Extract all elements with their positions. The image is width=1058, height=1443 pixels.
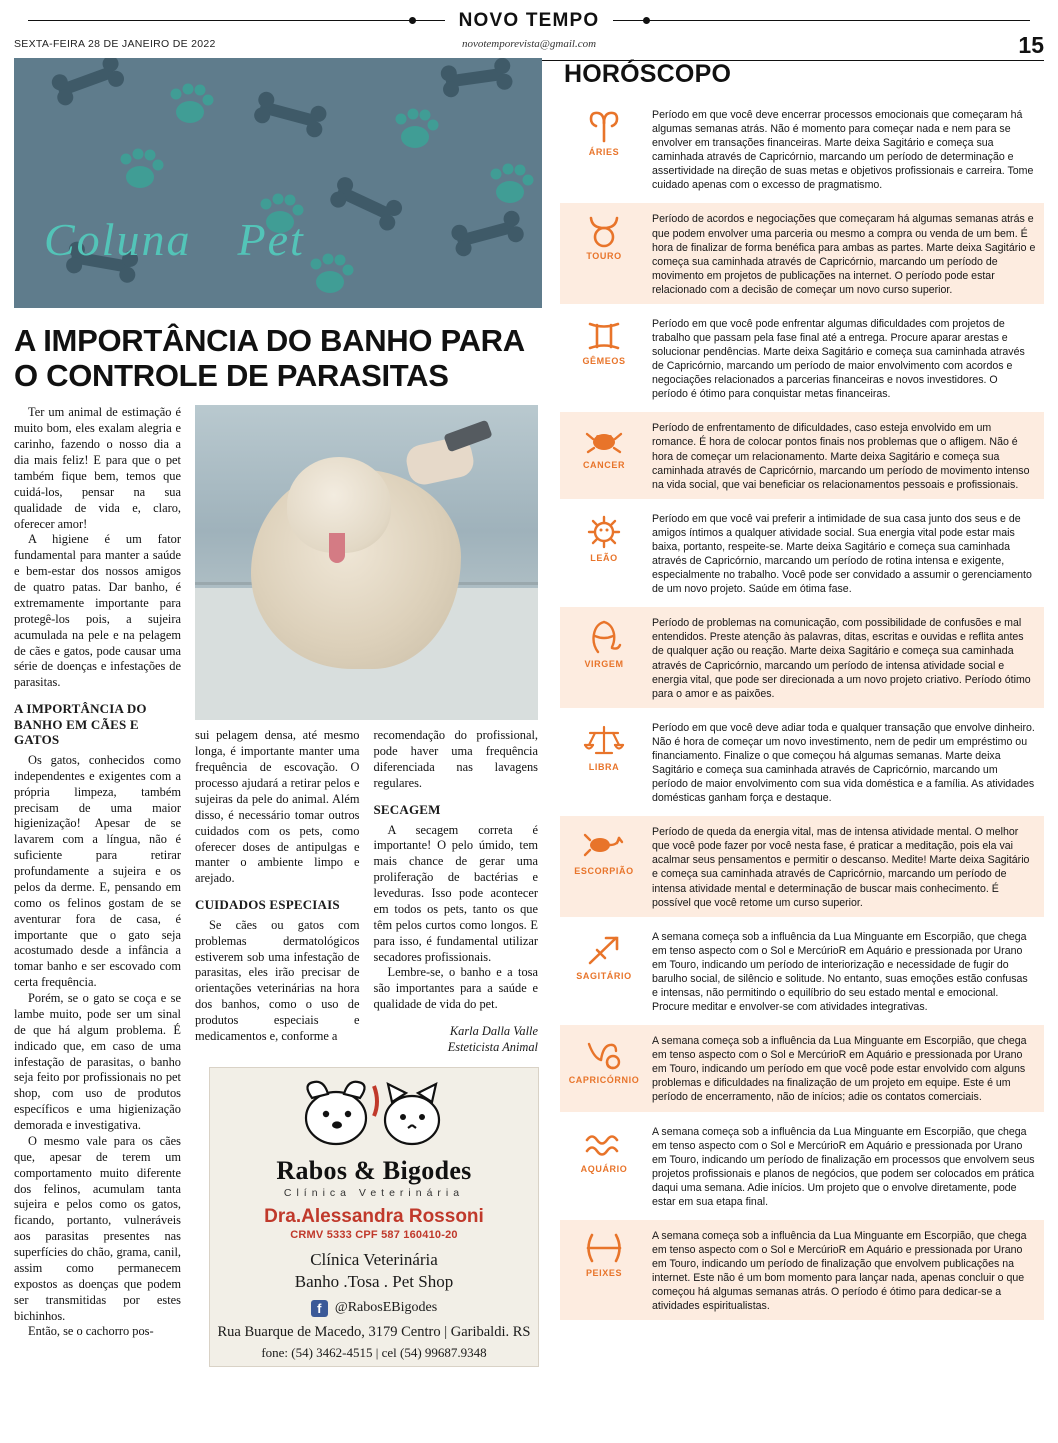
taurus-icon-wrap [566, 210, 642, 261]
sign-label: PEIXES [585, 1268, 623, 1278]
publication-title-text: NOVO TEMPO [445, 10, 614, 31]
sign-label: AQUÁRIO [580, 1163, 628, 1174]
ad-facebook-handle: @RabosEBigodes [334, 1300, 438, 1316]
sign-text: A semana começa sob a influência da Lua Minguante em Escorpião, que chega em tenso aspecto com o Sol e MercúrioR em Aquário e pressionada por Urano em Touro, indicando um período de finalização que envolvem publicações na internet. Este não é um bom momento para lançar nada, apenas concluir o que começou há algumas semanas atrás. O período é ótimo para dedicar-se a atividades espiritualistas. [652, 1230, 1027, 1313]
sign-text: A semana começa sob a influência da Lua Minguante em Escorpião, que chega em tenso aspecto com o Sol e MercúrioR em Aquário e pressionada por Urano em Touro, indicando um período de finalização em processos que envolvem seus projetos profissionais e planos de negócios, que podem ser colocados em prática daqui uma semana. Adie inícios. Um projeto que o envolve diretamente, pode estar em sua etapa final. [652, 1125, 1035, 1208]
aquarius-icon [582, 1127, 626, 1161]
libra-icon [583, 723, 625, 759]
banner-pattern-icon [14, 58, 542, 308]
article-paragraph: O mesmo vale para os cães que, apesar de terem um comportamento muito diferente dos felinos, acumulam tanta sujeira e pelos como os gatos, ficando, portanto, vulneráveis aos parasitas presentes nas superfícies do chão, grama, canil, assim como permanecem expostos as doenças que podem ser transmitidas por estes bichinhos. [14, 1133, 181, 1323]
horoscope-sign-leao [560, 503, 1044, 603]
sign-label: CAPRICÓRNIO [568, 1075, 640, 1086]
banner-title [44, 213, 305, 266]
ad-service-2: Banho .Tosa . Pet Shop [294, 1271, 454, 1291]
sign-label: LIBRA [588, 761, 620, 772]
sign-text: Período em que você deve adiar toda e qualquer transação que envolve dinheiro. Não é hora de começar um novo investimento, nem de pedir um empréstimo ou financiamento. Finalize o que começou há algumas semanas. Marte deixa Sagitário e começa sua caminhada através de Capricórnio, marcando um período de maior envolvimento com sua vida doméstica e a família. As atividades domésticas ganham força e destaque. [652, 721, 1035, 805]
capricorn-icon-wrap [566, 1032, 642, 1085]
horoscope-sign-touro [560, 203, 1044, 303]
article-col-2 [195, 728, 360, 1055]
article-body [14, 405, 542, 1367]
ad-service-1: Clínica Veterinária [310, 1250, 438, 1270]
sign-text: Período de problemas na comunicação, com possibilidade de confusões e mal entendidos. Preste atenção às palavras, ditas, escritas e ouvidas e reflita antes de qualquer ação ou reação. Marte deixa Sagitário e começa sua caminhada através de Capricórnio, marcando um período de intensa atividade social e energia vital, que pode ser direcionada a um novo projeto criativo. Período ótimo para o amor e as paixões. [652, 617, 1031, 700]
article-right-block [195, 405, 538, 1367]
sign-text: A semana começa sob a influência da Lua Minguante em Escorpião, que chega em tenso aspecto com o Sol e MercúrioR em Aquário e pressionada por Urano em Touro, indicando um período em que você pode estar envolvido com alguns problemas e dificuldades na finalização de um projeto em equipe. Este é um período de encerramento, não de inícios; adie os contatos comerciais. [652, 1035, 1027, 1104]
gemini-icon [582, 319, 626, 353]
banner-word-pet: Pet [237, 214, 305, 265]
sign-text: Período de acordos e negociações que começaram há algumas semanas atrás e que podem envolver uma parceria ou mesmo a compra ou venda de um bem. É hora de finalizar de forma benéfica para ambas as partes. Marte deixa Sagitário e começa sua caminhada através de Capricórnio, marcando um período de movimento em projetos de publicações na internet. O período pode estar relacionado com a decisão de começar um novo curso superior. [652, 213, 1036, 296]
sign-text: Período em que você pode enfrentar algumas dificuldades com projetos de trabalho que passam pela fase final até a entrega. Procure aparar arestas e solucionar pendências. Marte deixa Sagitário e começa sua caminhada através de Capricórnio, marcando um período de maior envolvimento com acordos e negociações relacionados a parcerias financeiras e novos investidores. O período é ótimo para conquistar metas financeiras. [652, 317, 1025, 401]
article-paragraph: sui pelagem densa, até mesmo longa, é importante manter uma frequência de escovação. O processo ajudará a retirar pelos e sujeiras da pele do animal. Além disso, é necessário tomar outros cuidados com os pets, como oferecer doses de antipulgas e manter o ambiente limpo e arejado. [195, 728, 360, 886]
pisces-icon-wrap [566, 1227, 642, 1278]
article-paragraph: A secagem correta é importante! O pelo úmido, tem mais chance de gerar uma proliferação de bactérias e leveduras. Isso pode acontecer em todos os pets, tanto os que têm pelos curtos como longos. E para isso, é fundamental utilizar secadores profissionais. [373, 822, 538, 964]
sign-label: GÊMEOS [582, 355, 626, 366]
sign-text: Período de queda da energia vital, mas de intensa atividade mental. O melhor que você pode fazer por você nesta fase, é praticar a meditação, pois ela vai acalmar seus pensamentos e permitir o descanso. Medite! Marte deixa Sagitário e começa sua caminhada através de Capricórnio, marcando um período de intensa atividade mental e determinação de buscar mais conhecimento. É possível que você retome um curso superior. [652, 826, 1030, 909]
article-author-role: Esteticista Animal [447, 1040, 538, 1055]
sign-text: Período em que você deve encerrar processos emocionais que começaram há algumas semanas atrás. Não é momento para começar nada e nem para se envolver em transações financeiras. Marte deixa Sagitário e começa sua caminhada através de Capricórnio, marcando um período de determinação e assertividade na direção de suas metas e objetivos profissionais e carreira. Tome cuidado apenas com o excesso de pragmatismo. [652, 109, 1034, 192]
cancer-icon-wrap [566, 419, 642, 470]
facebook-icon: f [311, 1300, 328, 1317]
article-col-1 [14, 405, 181, 1367]
sign-label: ESCORPIÃO [574, 866, 634, 877]
masthead-dot-right [643, 17, 650, 24]
horoscope-sign-aquario [560, 1116, 1044, 1216]
horoscope-sign-escorpiao [560, 816, 1044, 916]
dog-cat-logo-icon [274, 1078, 474, 1152]
sign-label: ÁRIES [588, 147, 620, 157]
article-paragraph: Os gatos, conhecidos como independentes e exigentes com a própria limpeza, também precisam de uma maior higienização! Apesar de se lavarem com a língua, não é suficiente para retirar profundamente a sujeira e os pelos da derme. E, pensando em como os felinos gostam de se aventurar fora de casa, é importante que o gato seja acostumado desde a infância a tomar banho e ser escovado com certa frequência. [14, 752, 181, 990]
aries-icon [584, 110, 624, 144]
article-subheading: A IMPORTÂNCIA DO BANHO EM CÃES E GATOS [14, 701, 147, 748]
issue-date: SEXTA-FEIRA 28 DE JANEIRO DE 2022 [14, 38, 216, 50]
article-subheading: CUIDADOS ESPECIAIS [195, 897, 340, 913]
horoscope-sign-virgem [560, 607, 1044, 707]
horoscope-sign-aries [560, 99, 1044, 199]
article-paragraph: Então, se o cachorro pos- [28, 1324, 154, 1339]
ad-phone: fone: (54) 3462-4515 | cel (54) 99687.9348 [261, 1344, 487, 1360]
sign-text: Período em que você vai preferir a intimidade de sua casa junto dos seus e de amigos íntimos a qualquer atividade social. Sua energia vital pode estar mais baixa, portanto, respeite-se. Marte deixa Sagitário e começa sua caminhada através de Capricórnio, marcando um período de rotina intensa e exigente, especialmente no trabalho. Você pode ser convidado a assumir o gerenciamento de um novo projeto. Saúde em ótima fase. [652, 512, 1032, 596]
article-paragraph: Lembre-se, o banho e a tosa são importantes para a saúde e qualidade de vida do pet. [373, 965, 538, 1012]
masthead [14, 0, 1044, 58]
virgo-icon [583, 618, 625, 656]
horoscope-sign-cancer [560, 412, 1044, 498]
coluna-pet-banner [14, 58, 542, 308]
article-paragraph: A higiene é um fator fundamental para manter a saúde e bem-estar dos nossos amigos de quatro patas. Dar banho, é extremamente importante para protegê-los pois, a sujeira acumulada na pele e na pelagem de cães e gatos, pode causar uma série de doenças e infestações de parasitas. [14, 532, 181, 690]
article-paragraph: Se cães ou gatos com problemas dermatológicos estiverem sob uma infestação de parasitas, eles irão precisar de orientações veterinárias na hora dos banhos, como o uso de produtos especiais e medicamentos e, conforme a [195, 917, 360, 1043]
banner-word-coluna: Coluna [44, 214, 192, 265]
article-column [14, 58, 542, 1367]
ad-brand-name: Rabos & Bigodes [276, 1156, 472, 1186]
horoscope-sign-peixes [560, 1220, 1044, 1320]
horoscope-title: HORÓSCOPO [564, 60, 732, 88]
sign-label: CANCER [582, 460, 626, 471]
sign-text: Período de enfrentamento de dificuldades, caso esteja envolvido em um romance. É hora de colocar pontos finais nos problemas que o afligem. Não é hora de começar um relacionamento. Marte deixa Sagitário e começa sua caminhada através de Capricórnio, marcando um período de movimento intenso na vida social, que vai beneficiar os relacionamentos pessoais e profissionais. [652, 422, 1030, 491]
virgo-icon-wrap [566, 614, 642, 669]
article-headline: A IMPORTÂNCIA DO BANHO PARA O CONTROLE DE PARASITAS [14, 323, 524, 393]
scorpio-icon-wrap [566, 823, 642, 876]
libra-icon-wrap [566, 719, 642, 772]
ad-brand-subtitle: Clínica Veterinária [283, 1187, 465, 1200]
sign-label: TOURO [586, 251, 622, 262]
article-paragraph: Ter um animal de estimação é muito bom, eles exalam alegria e carinho, fazendo o nosso dia a dia mais feliz! E para que o pet também fique bem, temos que cuidá-los, pensar na sua qualidade de vida e, claro, oferecer amor! [14, 405, 181, 531]
sign-text: A semana começa sob a influência da Lua Minguante em Escorpião, que chega em tenso aspecto com o Sol e MercúrioR em Aquário e pressionada por Urano em Touro, indicando um período de interiorização e necessidade de fugir do barulho social, de silêncio e solitude. No entanto, suas emoções estão confusas e intensas, não permitindo o equilíbrio do seu estado mental e emocional. Procure meditar e envolver-se com atividades integrativas. [652, 930, 1028, 1014]
page-number: 15 [1018, 32, 1044, 58]
article-paragraph: Porém, se o gato se coça e se lambe muito, pode ser um sinal de que há algum problema. É indicado que, em caso de uma infestação de parasitas, o banho seja feito por profissionais no pet shop, com uso de produtos específicos e uma higienização demorada e investigativa. [14, 991, 181, 1133]
ad-doctor-name: Dra.Alessandra Rossoni [264, 1206, 484, 1228]
horoscope-sign-sagitario [560, 921, 1044, 1021]
taurus-icon [583, 214, 625, 248]
leo-icon-wrap [566, 510, 642, 563]
cancer-icon [582, 423, 626, 457]
vet-clinic-ad[interactable] [209, 1067, 539, 1367]
sign-label: VIRGEM [584, 659, 624, 670]
ad-facebook[interactable] [210, 1300, 538, 1317]
scorpio-icon [582, 827, 626, 863]
publication-title [14, 0, 1044, 32]
article-photo [195, 405, 538, 720]
horoscope-sign-gemeos [560, 308, 1044, 408]
gemini-icon-wrap [566, 315, 642, 366]
pisces-icon [582, 1231, 626, 1265]
ad-crmv: CRMV 5333 CPF 587 160410-20 [290, 1229, 458, 1242]
sagittarius-icon-wrap [566, 928, 642, 981]
capricorn-icon [583, 1036, 625, 1072]
horoscope-sign-libra [560, 712, 1044, 812]
aquarius-icon-wrap [566, 1123, 642, 1174]
sign-label: LEÃO [590, 552, 618, 563]
contact-email: novotemporevista@gmail.com [461, 38, 597, 50]
photo-dog-tongue [329, 533, 345, 563]
article-paragraph: recomendação do profissional, pode haver uma frequência diferenciada nas lavagens regulares. [373, 728, 538, 791]
article-subheading: SECAGEM [373, 801, 441, 817]
masthead-dot-left [409, 17, 416, 24]
horoscope-sign-capricornio [560, 1025, 1044, 1111]
aries-icon-wrap [566, 106, 642, 157]
leo-icon [584, 514, 624, 550]
article-col-3 [374, 728, 539, 1055]
sign-label: SAGITÁRIO [576, 970, 632, 981]
article-author: Karla Dalla Valle [449, 1024, 538, 1039]
ad-address: Rua Buarque de Macedo, 3179 Centro | Garibaldi. RS [217, 1323, 531, 1340]
sagittarius-icon [584, 932, 624, 968]
horoscope-column [560, 58, 1044, 1367]
